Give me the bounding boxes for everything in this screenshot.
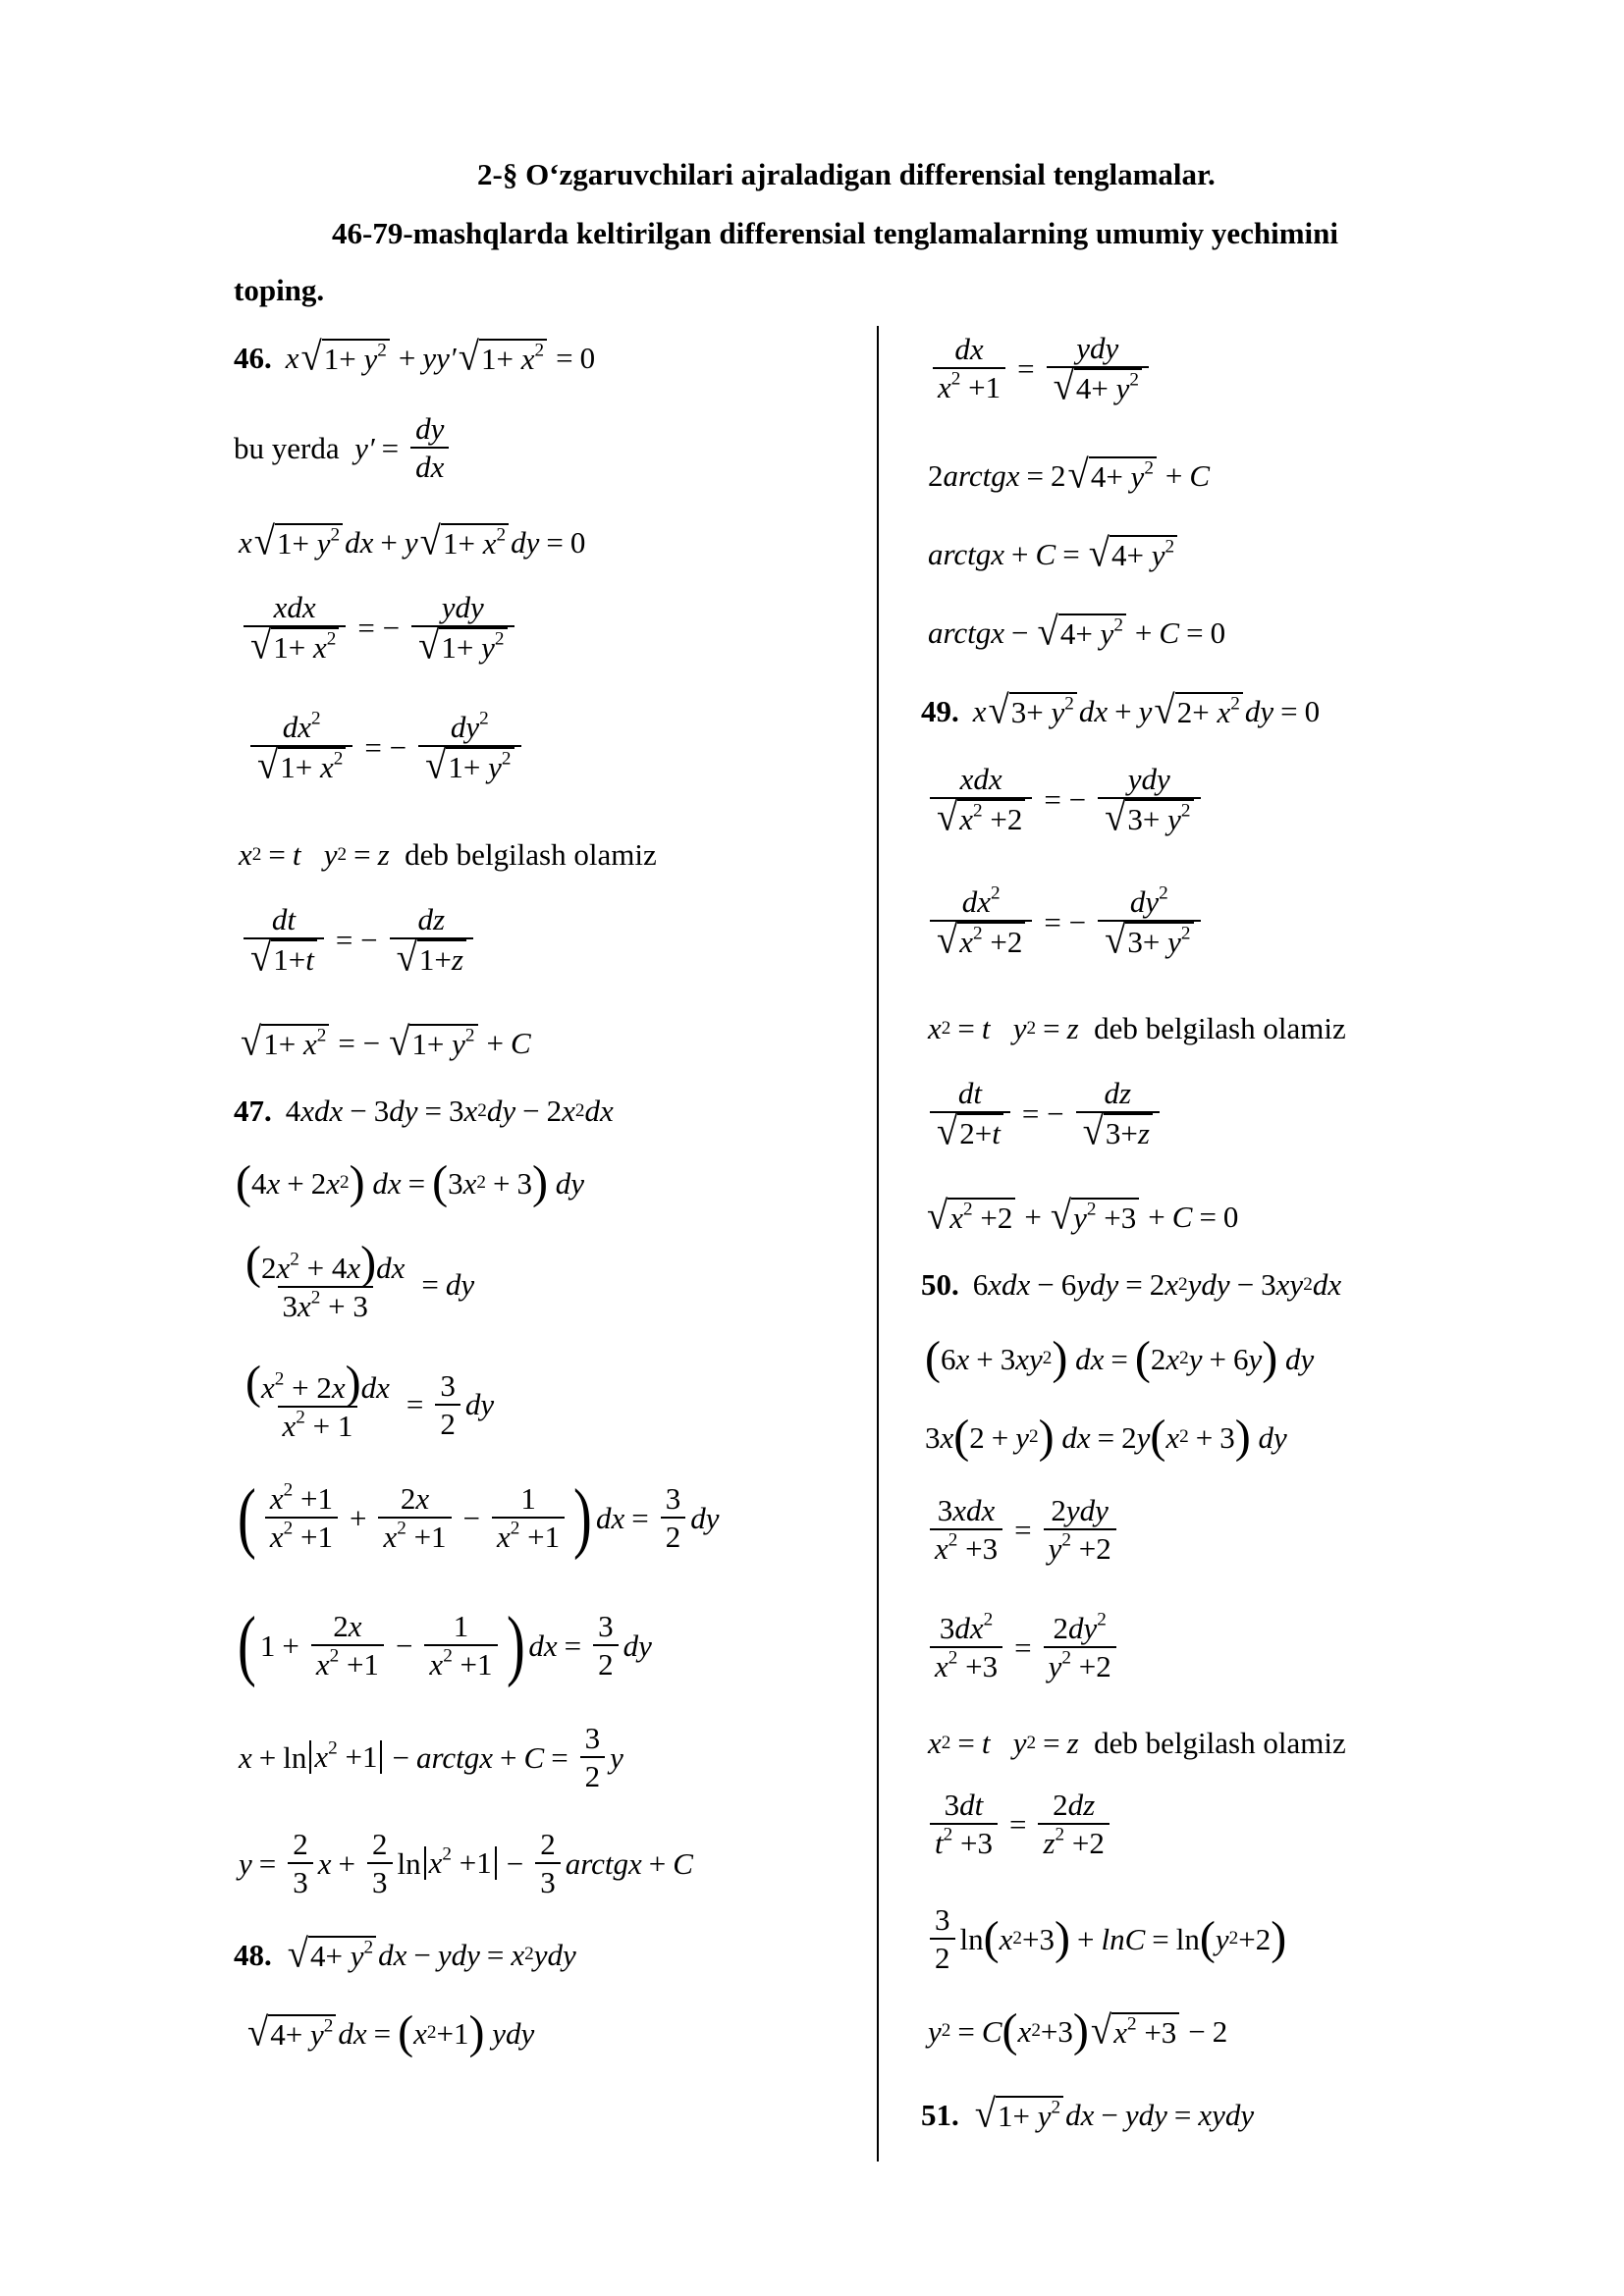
eq-50-step2: 3 x ( 2 + y 2 ) dx = 2 y ( x 2 + 3 ) dy — [925, 1411, 1287, 1463]
problem-51: 51. √ $1+ y^2$ dx − ydy = xydy — [921, 2091, 1255, 2137]
problem-number: 48. — [234, 1937, 272, 1972]
eq-48-step1: √ $4+ y^2$ dx = ( x 2 +1 ) ydy — [247, 2006, 535, 2059]
eq-46-step3: $dx^2$ √ $1+ x^2$ = − $dy^2$ √ $1+ y^2$ — [245, 709, 526, 785]
text-deb-belgilash: deb belgilash olamiz — [1094, 1726, 1346, 1760]
problem-number: 50. — [921, 1267, 959, 1302]
eq-46-step1: x √ $1+ y^2$ dx + y √ $1+ x^2$ dy = 0 — [239, 518, 586, 564]
column-divider — [877, 326, 879, 2162]
eq-46-step2: xdx √ $1+ x^2$ = − ydy √ $1+ y^2$ — [239, 589, 519, 666]
eq-49-solution: √ $x^2 +2$ + √ $y^2 +3$ + C = 0 — [927, 1193, 1239, 1239]
eq-47-solution: y = $\frac{2}{3}$ x + $\frac{2}{3}$ ln $x^2 +1$ − $\frac{2}{3}$ arctgx + C — [239, 1827, 693, 1900]
eq-47-step4: ( $\frac{x^2 +1}{x^2 +1}$ + $\frac{2x}{x^2 +1}$ − $\frac{1}{x^2 +1}$ ) dx = $\frac{3}{2}$ dy — [238, 1472, 720, 1561]
problem-number: 51. — [921, 2097, 959, 2132]
problem-number: 47. — [234, 1094, 272, 1128]
eq-49-step2: $dx^2$ √ $x^2 +2$ = − $dy^2$ √ $3+ y^2$ — [925, 883, 1206, 960]
eq-50-step1: ( 6 x + 3 xy 2 ) dx = ( 2 x 2 y + 6 y ) dy — [925, 1332, 1315, 1384]
eq-50-solution: y 2 = C ( x 2 +3 ) √ $x^2 +3$ − 2 — [928, 2004, 1228, 2057]
eq-50-step5: $\frac{3dt}{t^2 +3}$ = $\frac{2dz}{z^2 +2}$ — [925, 1787, 1114, 1861]
text-deb-belgilash: deb belgilash olamiz — [405, 837, 657, 872]
problem-49: 49. x √ $3+ y^2$ dx + y √ $2+ x^2$ dy = 0 — [921, 687, 1321, 733]
eq-47-step1: ( 4 x + 2 x 2 ) dx = ( 3 x 2 + 3 ) dy — [236, 1156, 584, 1208]
title: 2-§ O‘zgaruvchilari ajraladigan differensial tenglamalar. — [477, 157, 1216, 191]
eq-48-step4: arctgx + C = √ $4+ y^2$ — [928, 535, 1179, 573]
eq-48-step2: $\frac{dx}{x^2 +1}$ = ydy √ $4+ y^2$ — [928, 330, 1154, 406]
eq-48-step3: 2 arctgx = 2 √ $4+ y^2$ + C — [928, 452, 1211, 498]
problem-number: 49. — [921, 693, 959, 728]
eq-47-step5: ( 1 + $\frac{2x}{x^2 +1}$ − $\frac{1}{x^2 +1}$ ) dx = $\frac{3}{2}$ dy — [238, 1600, 652, 1688]
text-deb-belgilash: deb belgilash olamiz — [1094, 1011, 1346, 1045]
eq-50-step6: $\frac{3}{2}$ ln ( x 2 +3 ) + lnC = ln ( y 2 +2 ) — [925, 1901, 1286, 1976]
instruction: 46-79-mashqlarda keltirilgan differensial tenglamalarning umumiy yechimini — [332, 216, 1339, 250]
problem-46: 46. x √ $1+ y^2$ + yy′ √ $1+ x^2$ = 0 — [234, 334, 596, 380]
instruction-continuation: toping. — [234, 273, 325, 307]
eq-50-substitution: x 2 = t y 2 = z deb belgilash olamiz — [928, 1726, 1346, 1760]
eq-50-step4: $\frac{3dx^2}{x^2 +3}$ = $\frac{2dy^2}{y^2 +2}$ — [925, 1610, 1121, 1684]
problem-number: 46. — [234, 340, 272, 375]
text-bu-yerda: bu yerda — [234, 430, 340, 465]
eq-49-step3: dt √ 2+t = − dz √ 3+z — [925, 1075, 1164, 1151]
eq-50-step3: $\frac{\text{3xdx}}{x^2 +3}$ = $\frac{\text{2ydy}}{y^2 +2}$ — [925, 1492, 1121, 1567]
derivative-def: bu yerda y′ = $\frac{dy}{dx}$ — [234, 410, 454, 485]
eq-49-step1: xdx √ $x^2 +2$ = − ydy √ $3+ y^2$ — [925, 761, 1206, 837]
eq-46-substitution: x 2 = t y 2 = z deb belgilash olamiz — [239, 837, 657, 872]
eq-48-solution: arctgx − √ $4+ y^2$ + C = 0 — [928, 609, 1226, 655]
eq-47-step3: $\frac{(x^2 + 2x)dx}{x^2 + 1}$ = $\frac{3}{2}$ dy — [245, 1357, 495, 1444]
problem-47: 47. 4 xdx − 3 dy = 3 x 2 dy − 2 x 2 dx — [234, 1094, 614, 1128]
eq-49-substitution: x 2 = t y 2 = z deb belgilash olamiz — [928, 1011, 1346, 1045]
problem-48: 48. √ $4+ y^2$ dx − ydy = x 2 ydy — [234, 1931, 576, 1977]
eq-46-solution: √ $1+ x^2$ = − √ $1+ y^2$ + C — [241, 1019, 531, 1065]
problem-50: 50. 6 xdx − 6 ydy = 2 x 2 ydy − 3 xy 2 dx — [921, 1267, 1342, 1302]
eq-47-step2: $\frac{(2x^2 + 4x)dx}{3x^2 + 3}$ = dy — [245, 1237, 475, 1324]
eq-47-step6: x + ln $x^2 +1$ − arctgx + C = $\frac{3}{2}$ y — [239, 1721, 623, 1794]
eq-46-step4: dt √ 1+t = − dz √ 1+z — [239, 901, 478, 978]
